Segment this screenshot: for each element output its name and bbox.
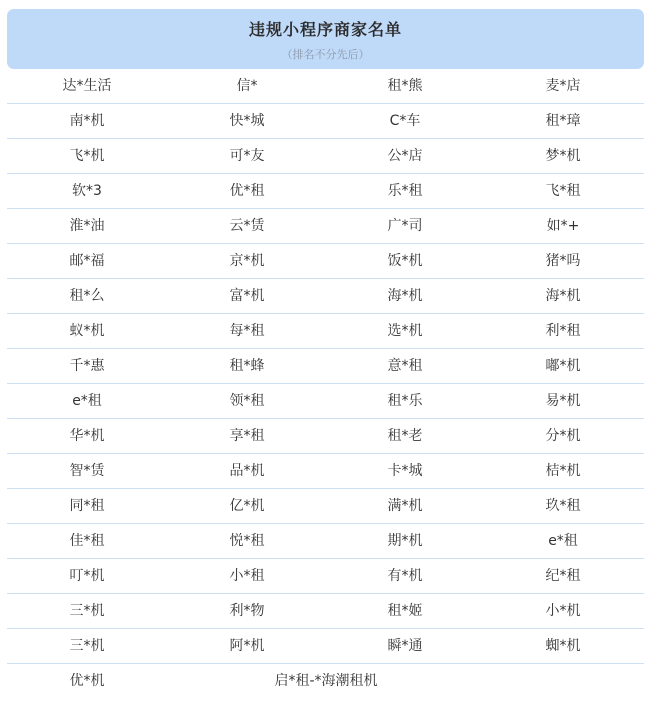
- table-row: [7, 524, 644, 559]
- table-row: [7, 384, 644, 419]
- table-row: [7, 104, 644, 139]
- merchant-cell: 每*租: [229, 323, 265, 339]
- merchant-cell: 猪*吗: [545, 253, 581, 269]
- merchant-cell: 淮*油: [69, 218, 105, 234]
- merchant-cell: 公*店: [387, 148, 423, 164]
- merchant-cell: 分*机: [545, 428, 581, 444]
- merchant-cell: 小*租: [229, 568, 265, 584]
- table-row: [7, 664, 644, 698]
- merchant-cell: 利*租: [545, 323, 581, 339]
- merchant-cell: 京*机: [229, 253, 265, 269]
- list-header: [7, 9, 644, 69]
- merchant-cell: 南*机: [69, 113, 105, 129]
- merchant-cell: 租*蜂: [229, 358, 265, 374]
- merchant-cell: 租*姬: [387, 603, 423, 619]
- merchant-cell: 华*机: [69, 428, 105, 444]
- merchant-cell: 选*机: [387, 323, 423, 339]
- merchant-cell: 千*惠: [69, 358, 105, 374]
- merchant-cell: 阿*机: [229, 638, 265, 654]
- table-row: [7, 209, 644, 244]
- merchant-cell: 租*熊: [387, 78, 423, 94]
- table-row: [7, 594, 644, 629]
- merchant-cell: 优*机: [69, 673, 105, 689]
- merchant-cell: 飞*机: [69, 148, 105, 164]
- merchant-table: [7, 69, 644, 698]
- merchant-cell: 智*赁: [69, 463, 105, 479]
- merchant-cell: 易*机: [545, 393, 581, 409]
- merchant-cell: 品*机: [229, 463, 265, 479]
- merchant-cell: 桔*机: [545, 463, 581, 479]
- merchant-cell: 邮*福: [69, 253, 105, 269]
- merchant-cell: 饭*机: [387, 253, 423, 269]
- merchant-cell: e*租: [72, 393, 102, 409]
- merchant-cell: 可*友: [229, 148, 265, 164]
- merchant-cell: 蜘*机: [545, 638, 581, 654]
- merchant-cell: 期*机: [387, 533, 423, 549]
- merchant-cell: 领*租: [229, 393, 265, 409]
- merchant-cell: 利*物: [229, 603, 265, 619]
- merchant-cell: 梦*机: [545, 148, 581, 164]
- merchant-cell: 享*租: [229, 428, 265, 444]
- merchant-cell: 海*机: [387, 288, 423, 304]
- page-title: 违规小程序商家名单: [248, 20, 402, 39]
- merchant-cell: 亿*机: [229, 498, 265, 514]
- merchant-cell: 快*城: [229, 113, 265, 129]
- merchant-cell: 麦*店: [545, 78, 581, 94]
- merchant-cell: 租*么: [69, 288, 105, 304]
- merchant-cell: 小*机: [545, 603, 581, 619]
- merchant-cell: 叮*机: [69, 568, 105, 584]
- merchant-cell: 优*租: [229, 183, 265, 199]
- table-row: [7, 174, 644, 209]
- merchant-cell: 租*老: [387, 428, 423, 444]
- merchant-cell: 意*租: [387, 358, 423, 374]
- merchant-cell: 租*璋: [545, 113, 581, 129]
- table-row: [7, 559, 644, 594]
- table-row: [7, 349, 644, 384]
- merchant-cell-merged: 启*租-*海潮租机: [274, 673, 378, 689]
- merchant-cell: 海*机: [545, 288, 581, 304]
- table-row: [7, 419, 644, 454]
- merchant-cell: 满*机: [387, 498, 423, 514]
- table-row: [7, 489, 644, 524]
- merchant-cell: 广*司: [387, 218, 423, 234]
- merchant-cell: 软*3: [72, 183, 102, 199]
- merchant-cell: 云*赁: [229, 218, 265, 234]
- merchant-cell: 佳*租: [69, 533, 105, 549]
- merchant-cell: 悦*租: [229, 533, 265, 549]
- merchant-cell: 三*机: [69, 638, 105, 654]
- merchant-cell: 纪*租: [545, 568, 581, 584]
- merchant-cell: 富*机: [229, 288, 265, 304]
- merchant-cell: 信*: [236, 78, 258, 94]
- merchant-cell: 三*机: [69, 603, 105, 619]
- merchant-cell: 嘟*机: [545, 358, 581, 374]
- merchant-cell: 蚁*机: [69, 323, 105, 339]
- table-row: [7, 629, 644, 664]
- table-row: [7, 69, 644, 104]
- merchant-cell: 玖*租: [545, 498, 581, 514]
- merchant-cell: 如*+: [546, 218, 580, 234]
- table-row: [7, 244, 644, 279]
- table-row: [7, 139, 644, 174]
- merchant-cell: 有*机: [387, 568, 423, 584]
- page-subtitle: （排名不分先后）: [281, 48, 370, 61]
- merchant-cell: 达*生活: [62, 78, 112, 94]
- merchant-cell: 飞*租: [545, 183, 581, 199]
- table-row: [7, 279, 644, 314]
- merchant-cell: 乐*租: [387, 183, 423, 199]
- table-row: [7, 454, 644, 489]
- merchant-cell: 卡*城: [387, 463, 423, 479]
- merchant-cell: 同*租: [69, 498, 105, 514]
- merchant-cell: 瞬*通: [387, 638, 423, 654]
- merchant-cell: C*车: [389, 113, 421, 129]
- merchant-cell: 租*乐: [387, 393, 423, 409]
- table-row: [7, 314, 644, 349]
- merchant-cell: e*租: [548, 533, 578, 549]
